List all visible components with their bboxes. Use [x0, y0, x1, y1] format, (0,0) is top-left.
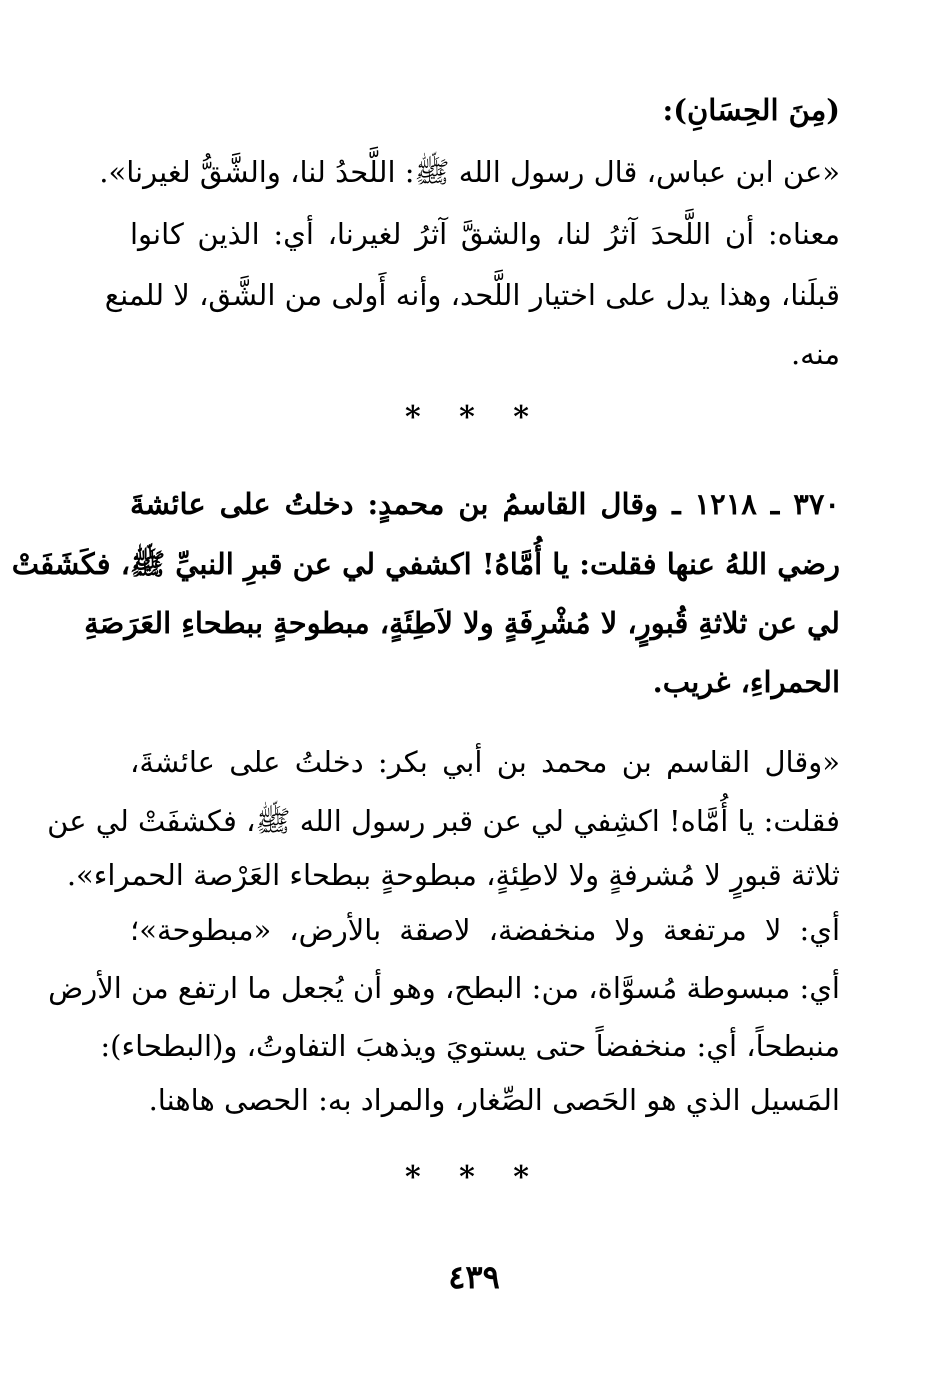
- section-heading: (مِنَ الحِسَانِ):: [662, 93, 840, 127]
- hadith-line: الحمراءِ، غريب.: [652, 665, 840, 699]
- section-divider: * * *: [405, 1160, 543, 1195]
- commentary-line: «وقال القاسم بن محمد بن أبي بكر: دخلتُ على عائشةَ،: [130, 745, 840, 779]
- commentary-line: منبطحاً، أي: منخفضاً حتى يستويَ ويذهبَ التفاوتُ، و(البطحاء):: [100, 1029, 840, 1063]
- commentary-line: ثلاثة قبورٍ لا مُشرفةٍ ولا لاطِئةٍ، مبطوحةٍ ببطحاء العَرْصة الحمراء».: [66, 858, 840, 892]
- text-line: «عن ابن عباس، قال رسول الله ﷺ: اللَّحدُ لنا، والشَّقُّ لغيرنا».: [99, 155, 840, 189]
- section-divider: * * *: [405, 400, 543, 435]
- commentary-line: أي: لا مرتفعة ولا منخفضة، لاصقة بالأرض، «مبطوحة»؛: [130, 913, 840, 947]
- hadith-line: ٣٧٠ ـ ١٢١٨ ـ وقال القاسمُ بن محمدٍ: دخلتُ على عائشةَ: [130, 487, 840, 521]
- hadith-line: رضي اللهُ عنها فقلت: يا أُمَّاهُ! اكشفي لي عن قبرِ النبيِّ ﷺ، فكَشَفَتْ: [11, 547, 840, 581]
- commentary-line: المَسيل الذي هو الحَصى الصِّغار، والمراد به: الحصى هاهنا.: [148, 1083, 840, 1117]
- text-line: معناه: أن اللَّحدَ آثرُ لنا، والشقَّ آثرُ لغيرنا، أي: الذين كانوا: [130, 217, 840, 251]
- text-line: منه.: [790, 337, 840, 371]
- commentary-line: فقلت: يا أُمَّاه! اكشِفي لي عن قبر رسول الله ﷺ، فكشفَتْ لي عن: [47, 804, 840, 838]
- hadith-line: لي عن ثلاثةِ قُبورٍ، لا مُشْرِفَةٍ ولا لاَطِئَةٍ، مبطوحةٍ ببطحاءِ العَرَصَةِ: [84, 606, 840, 640]
- text-line: قبلَنا، وهذا يدل على اختيار اللَّحد، وأنه أَولى من الشَّق، لا للمنع: [104, 278, 840, 312]
- commentary-line: أي: مبسوطة مُسوَّاة، من: البطح، وهو أن يُجعل ما ارتفع من الأرض: [48, 971, 840, 1005]
- page-number: ٤٣٩: [448, 1258, 500, 1296]
